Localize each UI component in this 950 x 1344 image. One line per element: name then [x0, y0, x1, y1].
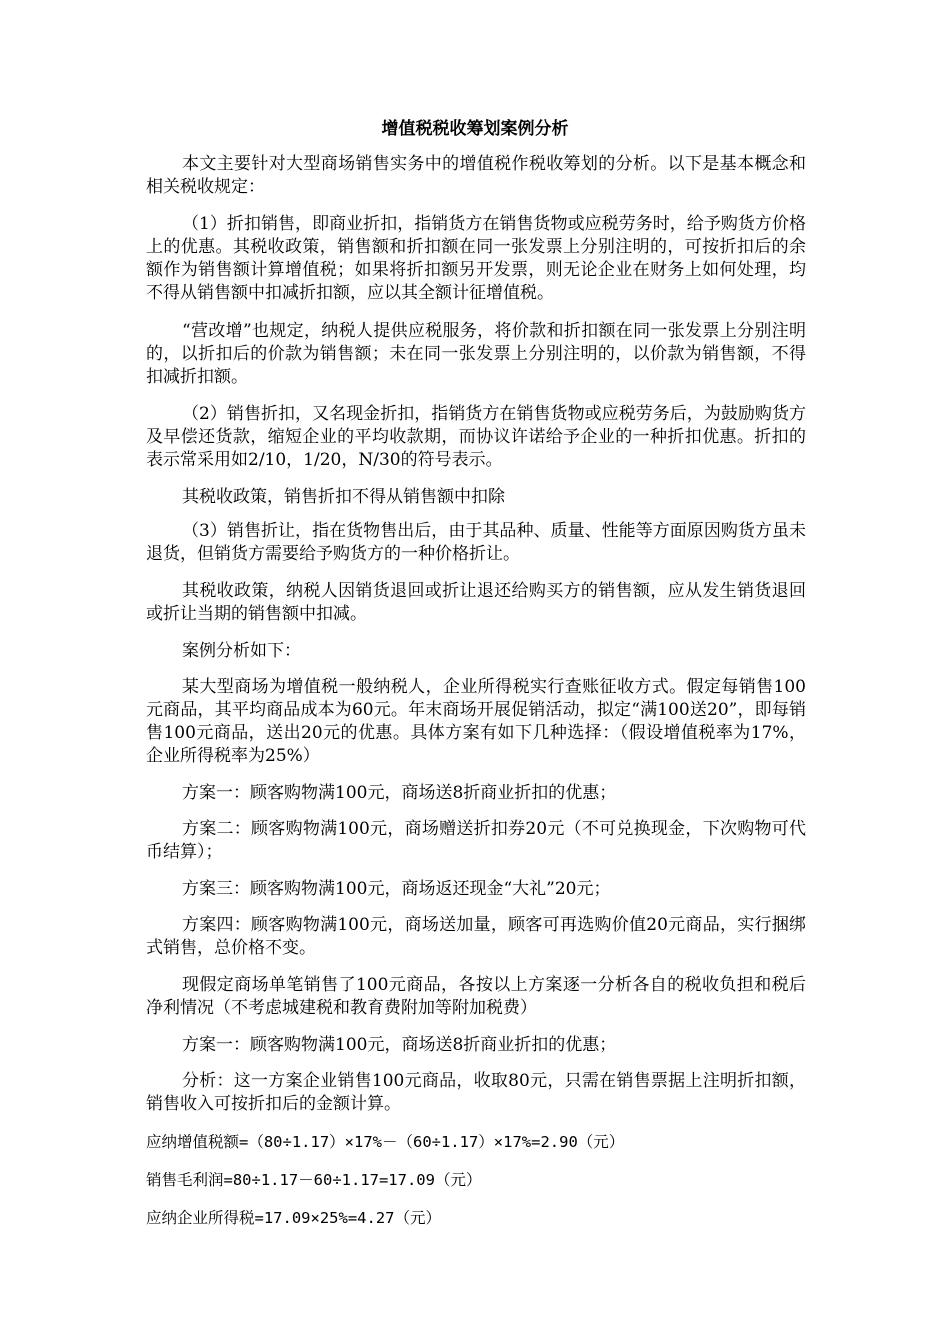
- calc-income-tax: 应纳企业所得税=17.09×25%=4.27（元）: [146, 1209, 441, 1227]
- calc-vat-payable: 应纳增值税额=（80÷1.17）×17%－（60÷1.17）×17%=2.90（元）: [146, 1133, 625, 1151]
- paragraph-plan-three: 方案三：顾客购物满100元，商场返还现金“大礼”20元；: [182, 879, 611, 899]
- paragraph-discount-sales: （1）折扣销售，即商业折扣，指销货方在销售货物或应税劳务时，给予购货方价格上的优惠。其税收政策，销售额和折扣额在同一张发票上分别注明的，可按折扣后的余额作为销售额计算增值税；如果将折扣额另开发票，则无论企业在财务上如何处理，均不得从销售额中扣减折扣额，应以其全额计征增值税。: [146, 214, 806, 303]
- paragraph-analysis: 分析：这一方案企业销售100元商品，收取80元，只需在销售票据上注明折扣额，销售收入可按折扣后的金额计算。: [146, 1071, 806, 1114]
- paragraph-case-description: 某大型商场为增值税一般纳税人，企业所得税实行查账征收方式。假定每销售100元商品，其平均商品成本为60元。年末商场开展促销活动，拟定“满100送20”，即每销售100元商品，送出20元的优惠。具体方案有如下几种选择：（假设增值税率为17%，企业所得税率为25%）: [146, 677, 806, 766]
- paragraph-plan-four: 方案四：顾客购物满100元，商场送加量，顾客可再选购价值20元商品，实行捆绑式销售，总价格不变。: [146, 915, 806, 958]
- paragraph-cash-discount: （2）销售折扣，又名现金折扣，指销货方在销售货物或应税劳务后，为鼓励购货方及早偿还货款，缩短企业的平均收款期，而协议许诺给予企业的一种折扣优惠。折扣的表示常采用如2/10，1/20，N/30的符号表示。: [146, 404, 806, 470]
- paragraph-assumption: 现假定商场单笔销售了100元商品，各按以上方案逐一分析各自的税收负担和税后净利情况（不考虑城建税和教育费附加等附加税费）: [146, 975, 806, 1018]
- document-title: 增值税税收筹划案例分析: [381, 119, 569, 139]
- paragraph-vat-reform: “营改增”也规定，纳税人提供应税服务，将价款和折扣额在同一张发票上分别注明的，以折扣后的价款为销售额；未在同一张发票上分别注明的，以价款为销售额，不得扣减折扣额。: [146, 321, 806, 387]
- calc-gross-profit: 销售毛利润=80÷1.17－60÷1.17=17.09（元）: [146, 1171, 482, 1189]
- paragraph-plan-two: 方案二：顾客购物满100元，商场赠送折扣券20元（不可兑换现金，下次购物可代币结算）；: [146, 819, 806, 862]
- paragraph-case-heading: 案例分析如下：: [182, 641, 301, 661]
- paragraph-plan-one-repeat: 方案一：顾客购物满100元，商场送8折商业折扣的优惠；: [182, 1035, 617, 1055]
- paragraph-sales-allowance: （3）销售折让，指在货物售出后，由于其品种、质量、性能等方面原因购货方虽未退货，但销货方需要给予购货方的一种价格折让。: [146, 521, 806, 564]
- paragraph-plan-one: 方案一：顾客购物满100元，商场送8折商业折扣的优惠；: [182, 783, 617, 803]
- paragraph-intro: 本文主要针对大型商场销售实务中的增值税作税收筹划的分析。以下是基本概念和相关税收规定：: [146, 154, 806, 197]
- paragraph-allowance-policy: 其税收政策，纳税人因销货退回或折让退还给购买方的销售额，应从发生销货退回或折让当期的销售额中扣减。: [146, 581, 806, 624]
- paragraph-cash-discount-policy: 其税收政策，销售折扣不得从销售额中扣除: [182, 487, 505, 507]
